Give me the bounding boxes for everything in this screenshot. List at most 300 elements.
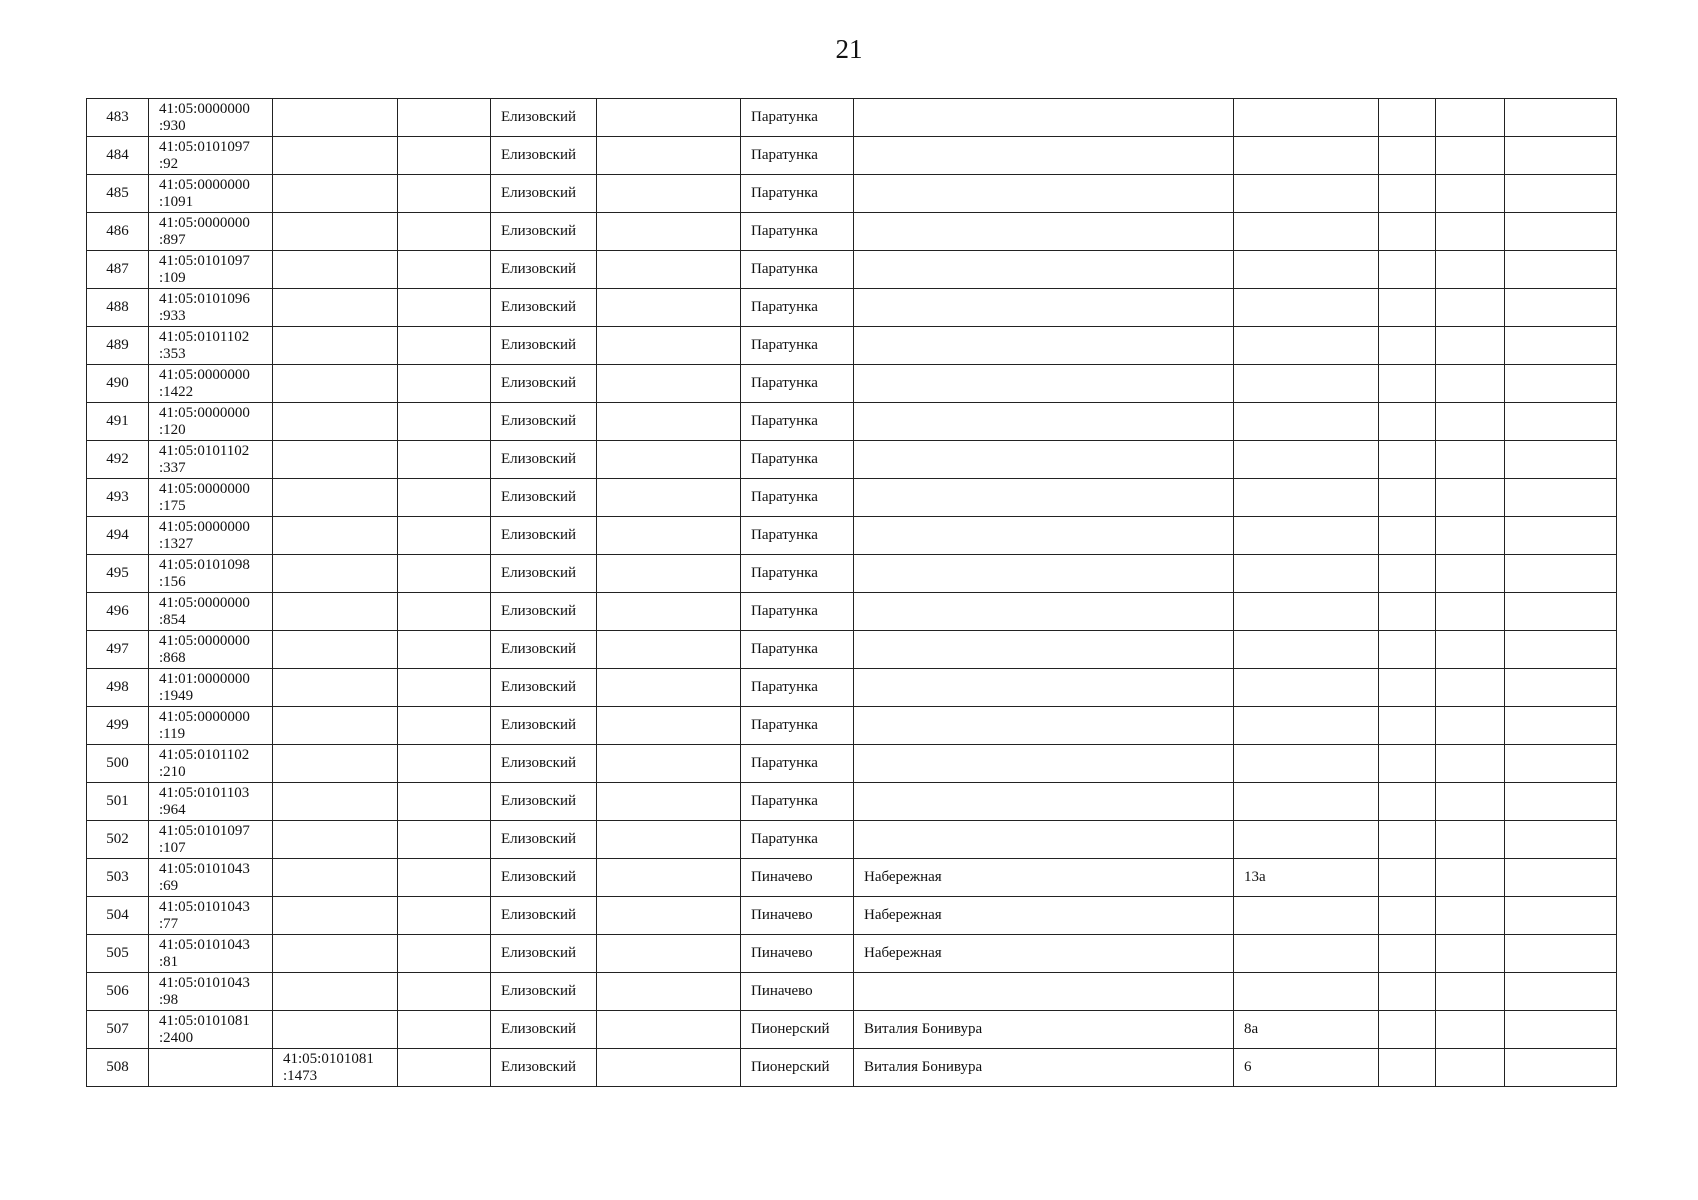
cadastral-number-2-cell <box>273 707 398 745</box>
empty-cell <box>1436 555 1505 593</box>
empty-cell <box>1379 859 1436 897</box>
empty-cell <box>1436 99 1505 137</box>
house-cell <box>1234 707 1379 745</box>
cadastral-number-cell <box>149 555 273 593</box>
empty-cell <box>1505 935 1617 973</box>
cadastral-number-2-cell <box>273 783 398 821</box>
cadastral-number-cell <box>149 897 273 935</box>
district-cell <box>491 935 597 973</box>
street-cell <box>854 289 1234 327</box>
house-cell <box>1234 555 1379 593</box>
district-cell <box>491 555 597 593</box>
locality: Паратунка <box>751 641 818 657</box>
empty-cell <box>398 517 491 555</box>
empty-cell <box>1505 631 1617 669</box>
locality: Паратунка <box>751 147 818 163</box>
empty-cell <box>1436 821 1505 859</box>
empty-cell <box>1505 897 1617 935</box>
house-cell <box>1234 403 1379 441</box>
street-cell <box>854 745 1234 783</box>
empty-cell <box>1436 441 1505 479</box>
locality-cell <box>741 593 854 631</box>
cadastral-number-cell <box>149 327 273 365</box>
empty-cell <box>1436 365 1505 403</box>
row-number: 500 <box>106 755 129 771</box>
empty-cell <box>1505 175 1617 213</box>
table-row <box>87 479 1617 517</box>
empty-cell <box>1505 973 1617 1011</box>
cadastral-number-part: 41:05:0000000 <box>159 176 250 193</box>
district-cell <box>491 669 597 707</box>
table-row <box>87 593 1617 631</box>
street-cell <box>854 99 1234 137</box>
street-cell <box>854 783 1234 821</box>
district-cell <box>491 821 597 859</box>
empty-cell <box>597 593 741 631</box>
row-number: 505 <box>106 945 129 961</box>
empty-cell <box>597 175 741 213</box>
row-number: 504 <box>106 907 129 923</box>
cadastral-number-2-cell <box>273 973 398 1011</box>
house-cell <box>1234 973 1379 1011</box>
street: Виталия Бонивура <box>864 1059 983 1075</box>
empty-cell <box>398 669 491 707</box>
empty-cell <box>1436 897 1505 935</box>
house-number: 8а <box>1244 1021 1259 1037</box>
row-number: 487 <box>106 261 129 277</box>
empty-cell <box>1379 365 1436 403</box>
cadastral-number-cell <box>149 175 273 213</box>
house-number: 13а <box>1244 869 1266 885</box>
table-row <box>87 631 1617 669</box>
empty-cell <box>1379 403 1436 441</box>
locality-cell <box>741 935 854 973</box>
row-number-cell <box>87 1049 149 1087</box>
empty-cell <box>1436 403 1505 441</box>
empty-cell <box>1379 137 1436 175</box>
empty-cell <box>1505 1049 1617 1087</box>
locality-cell <box>741 1049 854 1087</box>
street-cell <box>854 175 1234 213</box>
house-cell <box>1234 517 1379 555</box>
row-number: 495 <box>106 565 129 581</box>
cadastral-number-suffix: :98 <box>159 991 179 1008</box>
cadastral-number-suffix: :964 <box>159 801 186 818</box>
empty-cell <box>1436 745 1505 783</box>
table-row <box>87 555 1617 593</box>
cadastral-number-2-cell <box>273 745 398 783</box>
house-cell <box>1234 441 1379 479</box>
empty-cell <box>398 327 491 365</box>
district: Елизовский <box>501 261 577 277</box>
cadastral-number-suffix: :107 <box>159 839 186 856</box>
district-cell <box>491 593 597 631</box>
cadastral-number-2-cell <box>273 935 398 973</box>
table-row <box>87 99 1617 137</box>
empty-cell <box>1436 175 1505 213</box>
empty-cell <box>1436 251 1505 289</box>
row-number-cell <box>87 821 149 859</box>
empty-cell <box>1436 859 1505 897</box>
locality: Паратунка <box>751 831 818 847</box>
row-number-cell <box>87 137 149 175</box>
street-cell <box>854 631 1234 669</box>
empty-cell <box>1505 745 1617 783</box>
cadastral-number-suffix: :69 <box>159 877 179 894</box>
empty-cell <box>398 745 491 783</box>
table-row <box>87 213 1617 251</box>
district-cell <box>491 251 597 289</box>
empty-cell <box>398 479 491 517</box>
table-row <box>87 1049 1617 1087</box>
row-number: 485 <box>106 185 129 201</box>
street-cell <box>854 137 1234 175</box>
row-number-cell <box>87 1011 149 1049</box>
locality: Паратунка <box>751 451 818 467</box>
cadastral-number-2-cell <box>273 555 398 593</box>
table-row <box>87 669 1617 707</box>
empty-cell <box>597 213 741 251</box>
cadastral-number-2-cell <box>273 251 398 289</box>
row-number: 502 <box>106 831 129 847</box>
empty-cell <box>1436 783 1505 821</box>
cadastral-number-part: 41:05:0101096 <box>159 290 250 307</box>
cadastral-number-suffix: :156 <box>159 573 186 590</box>
row-number-cell <box>87 707 149 745</box>
row-number: 493 <box>106 489 129 505</box>
locality-cell <box>741 365 854 403</box>
empty-cell <box>1436 631 1505 669</box>
cadastral-number-cell <box>149 821 273 859</box>
empty-cell <box>1436 479 1505 517</box>
cadastral-number-2-suffix: :1473 <box>283 1067 318 1084</box>
cadastral-number-cell <box>149 137 273 175</box>
row-number: 507 <box>106 1021 129 1037</box>
cadastral-number-cell <box>149 213 273 251</box>
table-row <box>87 935 1617 973</box>
house-cell <box>1234 897 1379 935</box>
locality: Паратунка <box>751 755 818 771</box>
street: Набережная <box>864 945 942 961</box>
cadastral-number-suffix: :1422 <box>159 383 194 400</box>
district: Елизовский <box>501 945 577 961</box>
empty-cell <box>1505 593 1617 631</box>
locality-cell <box>741 99 854 137</box>
district: Елизовский <box>501 337 577 353</box>
cadastral-number-cell <box>149 479 273 517</box>
house-cell <box>1234 365 1379 403</box>
cadastral-number-part: 41:05:0101102 <box>159 328 250 345</box>
cadastral-number-cell <box>149 251 273 289</box>
row-number: 496 <box>106 603 129 619</box>
locality-cell <box>741 251 854 289</box>
house-cell <box>1234 1011 1379 1049</box>
district-cell <box>491 631 597 669</box>
cadastral-number-suffix: :1949 <box>159 687 194 704</box>
cadastral-number-cell <box>149 783 273 821</box>
empty-cell <box>1379 745 1436 783</box>
row-number-cell <box>87 327 149 365</box>
empty-cell <box>1379 669 1436 707</box>
district: Елизовский <box>501 755 577 771</box>
street-cell <box>854 859 1234 897</box>
row-number-cell <box>87 213 149 251</box>
empty-cell <box>597 973 741 1011</box>
empty-cell <box>1379 251 1436 289</box>
cadastral-number-part: 41:05:0000000 <box>159 404 250 421</box>
empty-cell <box>597 289 741 327</box>
empty-cell <box>398 859 491 897</box>
empty-cell <box>1505 821 1617 859</box>
row-number-cell <box>87 555 149 593</box>
locality-cell <box>741 555 854 593</box>
empty-cell <box>1379 973 1436 1011</box>
cadastral-number-cell <box>149 365 273 403</box>
empty-cell <box>1505 555 1617 593</box>
empty-cell <box>1505 669 1617 707</box>
row-number: 492 <box>106 451 129 467</box>
cadastral-number-2-cell <box>273 517 398 555</box>
locality-cell <box>741 821 854 859</box>
district-cell <box>491 973 597 1011</box>
empty-cell <box>597 479 741 517</box>
street-cell <box>854 479 1234 517</box>
row-number-cell <box>87 175 149 213</box>
locality-cell <box>741 213 854 251</box>
empty-cell <box>1379 1011 1436 1049</box>
empty-cell <box>597 783 741 821</box>
street: Виталия Бонивура <box>864 1021 983 1037</box>
empty-cell <box>1436 289 1505 327</box>
empty-cell <box>1505 365 1617 403</box>
cadastral-number-2-cell <box>273 327 398 365</box>
row-number: 486 <box>106 223 129 239</box>
empty-cell <box>1436 935 1505 973</box>
district: Елизовский <box>501 869 577 885</box>
cadastral-number-part: 41:05:0101043 <box>159 936 250 953</box>
table-row <box>87 175 1617 213</box>
cadastral-number-2-cell <box>273 821 398 859</box>
cadastral-number-part: 41:05:0101043 <box>159 974 250 991</box>
empty-cell <box>1505 707 1617 745</box>
empty-cell <box>597 669 741 707</box>
table-row <box>87 859 1617 897</box>
table-row <box>87 783 1617 821</box>
empty-cell <box>597 821 741 859</box>
cadastral-number-2-part: 41:05:0101081 <box>283 1050 374 1067</box>
house-cell <box>1234 251 1379 289</box>
locality: Пиначево <box>751 945 813 961</box>
cadastral-number-suffix: :77 <box>159 915 179 932</box>
cadastral-number-cell <box>149 1049 273 1087</box>
row-number: 497 <box>106 641 129 657</box>
street-cell <box>854 593 1234 631</box>
cadastral-number-cell <box>149 99 273 137</box>
row-number: 491 <box>106 413 129 429</box>
district: Елизовский <box>501 679 577 695</box>
street: Набережная <box>864 869 942 885</box>
row-number-cell <box>87 897 149 935</box>
locality: Паратунка <box>751 375 818 391</box>
house-cell <box>1234 289 1379 327</box>
locality: Паратунка <box>751 527 818 543</box>
registry-rows <box>87 99 1617 1087</box>
district: Елизовский <box>501 641 577 657</box>
district-cell <box>491 327 597 365</box>
row-number-cell <box>87 251 149 289</box>
cadastral-number-cell <box>149 1011 273 1049</box>
locality-cell <box>741 707 854 745</box>
cadastral-number-cell <box>149 859 273 897</box>
empty-cell <box>597 935 741 973</box>
cadastral-number-2-cell <box>273 859 398 897</box>
empty-cell <box>1436 973 1505 1011</box>
street-cell <box>854 403 1234 441</box>
locality: Пионерский <box>751 1021 830 1037</box>
locality-cell <box>741 517 854 555</box>
empty-cell <box>1505 479 1617 517</box>
cadastral-number-cell <box>149 745 273 783</box>
street-cell <box>854 555 1234 593</box>
empty-cell <box>1379 327 1436 365</box>
cadastral-number-cell <box>149 707 273 745</box>
row-number: 490 <box>106 375 129 391</box>
locality: Паратунка <box>751 717 818 733</box>
cadastral-number-suffix: :2400 <box>159 1029 194 1046</box>
cadastral-number-part: 41:01:0000000 <box>159 670 250 687</box>
district: Елизовский <box>501 489 577 505</box>
district: Елизовский <box>501 983 577 999</box>
cadastral-number-suffix: :81 <box>159 953 179 970</box>
empty-cell <box>1379 783 1436 821</box>
row-number-cell <box>87 669 149 707</box>
street-cell <box>854 251 1234 289</box>
house-cell <box>1234 1049 1379 1087</box>
empty-cell <box>1505 783 1617 821</box>
cadastral-number-suffix: :930 <box>159 117 186 134</box>
empty-cell <box>398 289 491 327</box>
cadastral-number-2-cell <box>273 213 398 251</box>
locality: Пиначево <box>751 869 813 885</box>
empty-cell <box>1505 251 1617 289</box>
cadastral-number-cell <box>149 973 273 1011</box>
district: Елизовский <box>501 185 577 201</box>
house-number: 6 <box>1244 1059 1252 1075</box>
empty-cell <box>1379 555 1436 593</box>
empty-cell <box>1436 137 1505 175</box>
cadastral-number-2-cell <box>273 175 398 213</box>
row-number-cell <box>87 859 149 897</box>
empty-cell <box>1379 175 1436 213</box>
empty-cell <box>1505 403 1617 441</box>
house-cell <box>1234 669 1379 707</box>
cadastral-number-part: 41:05:0101081 <box>159 1012 250 1029</box>
cadastral-number-cell <box>149 403 273 441</box>
house-cell <box>1234 631 1379 669</box>
district-cell <box>491 1049 597 1087</box>
empty-cell <box>597 707 741 745</box>
house-cell <box>1234 137 1379 175</box>
cadastral-number-part: 41:05:0000000 <box>159 708 250 725</box>
empty-cell <box>398 251 491 289</box>
empty-cell <box>398 707 491 745</box>
row-number: 484 <box>106 147 129 163</box>
locality: Паратунка <box>751 109 818 125</box>
empty-cell <box>1436 593 1505 631</box>
empty-cell <box>597 327 741 365</box>
house-cell <box>1234 99 1379 137</box>
empty-cell <box>1505 1011 1617 1049</box>
empty-cell <box>1379 479 1436 517</box>
cadastral-number-2-cell <box>273 1049 398 1087</box>
empty-cell <box>1505 517 1617 555</box>
empty-cell <box>398 137 491 175</box>
row-number: 498 <box>106 679 129 695</box>
empty-cell <box>597 897 741 935</box>
locality-cell <box>741 403 854 441</box>
district-cell <box>491 707 597 745</box>
row-number-cell <box>87 289 149 327</box>
empty-cell <box>398 593 491 631</box>
locality-cell <box>741 327 854 365</box>
empty-cell <box>1379 441 1436 479</box>
empty-cell <box>398 1011 491 1049</box>
house-cell <box>1234 479 1379 517</box>
cadastral-number-part: 41:05:0101103 <box>159 784 250 801</box>
empty-cell <box>1436 707 1505 745</box>
cadastral-number-part: 41:05:0000000 <box>159 480 250 497</box>
cadastral-number-cell <box>149 289 273 327</box>
locality-cell <box>741 669 854 707</box>
empty-cell <box>1379 517 1436 555</box>
cadastral-number-part: 41:05:0101097 <box>159 822 250 839</box>
street-cell <box>854 821 1234 859</box>
empty-cell <box>398 365 491 403</box>
district-cell <box>491 897 597 935</box>
empty-cell <box>597 517 741 555</box>
district: Елизовский <box>501 413 577 429</box>
empty-cell <box>597 631 741 669</box>
empty-cell <box>398 403 491 441</box>
street-cell <box>854 1049 1234 1087</box>
district: Елизовский <box>501 717 577 733</box>
table-row <box>87 441 1617 479</box>
street-cell <box>854 441 1234 479</box>
cadastral-number-suffix: :210 <box>159 763 186 780</box>
cadastral-number-suffix: :337 <box>159 459 186 476</box>
empty-cell <box>398 99 491 137</box>
cadastral-number-suffix: :353 <box>159 345 186 362</box>
empty-cell <box>398 213 491 251</box>
street-cell <box>854 897 1234 935</box>
row-number-cell <box>87 783 149 821</box>
empty-cell <box>1505 99 1617 137</box>
locality: Паратунка <box>751 489 818 505</box>
house-cell <box>1234 745 1379 783</box>
house-cell <box>1234 859 1379 897</box>
locality: Паратунка <box>751 223 818 239</box>
registry-table <box>86 98 1617 1087</box>
locality: Паратунка <box>751 413 818 429</box>
locality-cell <box>741 783 854 821</box>
empty-cell <box>398 175 491 213</box>
cadastral-number-cell <box>149 593 273 631</box>
locality-cell <box>741 745 854 783</box>
row-number-cell <box>87 973 149 1011</box>
locality: Паратунка <box>751 261 818 277</box>
cadastral-number-part: 41:05:0000000 <box>159 518 250 535</box>
district: Елизовский <box>501 565 577 581</box>
